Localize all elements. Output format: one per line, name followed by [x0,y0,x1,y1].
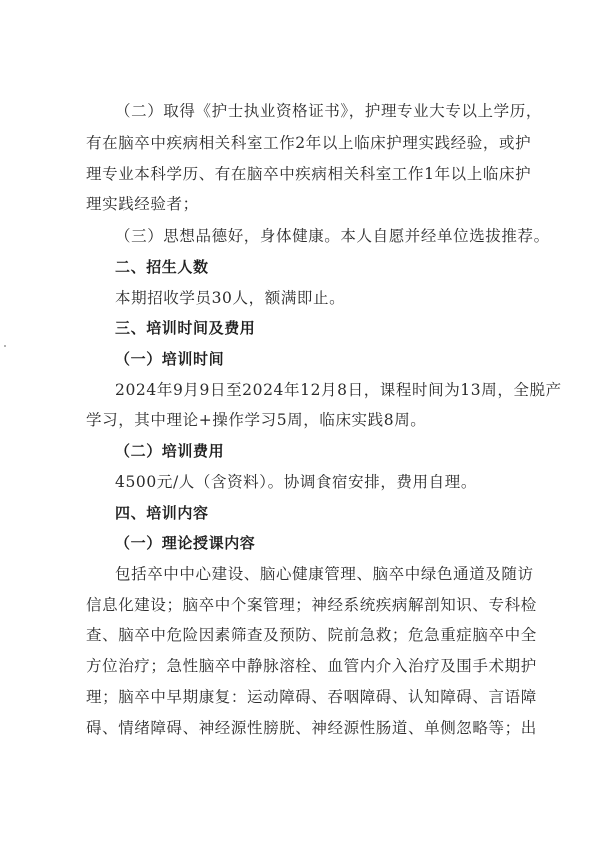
paragraph-line: 查、脑卒中危险因素筛查及预防、院前急救；危急重症脑卒中全 [86,626,537,644]
paragraph-line: 碍、情绪障碍、神经源性膀胱、神经源性肠道、单侧忽略等；出 [86,719,537,737]
paragraph-line: 方位治疗；急性脑卒中静脉溶栓、血管内介入治疗及围手术期护 [86,657,537,675]
paragraph-line: （三）思想品德好，身体健康。本人自愿并经单位选拔推荐。 [115,227,550,245]
paragraph-line: 理实践经验者； [86,195,199,213]
paragraph-line: （二）取得《护士执业资格证书》，护理专业大专以上学历， [115,102,542,120]
subsection-heading: （二）培训费用 [115,442,225,460]
section-heading: 三、培训时间及费用 [115,319,256,337]
section-heading: 四、培训内容 [115,504,209,522]
paragraph-line: 理专业本科学历、有在脑卒中疾病相关科室工作1年以上临床护 [86,165,532,183]
paragraph-line: 信息化建设；脑卒中个案管理；神经系统疾病解剖知识、专科检 [86,596,537,614]
subsection-heading: （一）理论授课内容 [115,534,256,552]
paragraph-line: 学习，其中理论+操作学习5周，临床实践8周。 [86,411,427,429]
paragraph-line: 2024年9月9日至2024年12月8日，课程时间为13周，全脱产 [115,381,562,399]
scan-speck [4,345,6,347]
paragraph-line: 本期招收学员30人，额满即止。 [115,289,346,307]
section-heading: 二、招生人数 [115,258,209,276]
paragraph-line: 理；脑卒中早期康复：运动障碍、吞咽障碍、认知障碍、言语障 [86,688,537,706]
subsection-heading: （一）培训时间 [115,350,225,368]
paragraph-line: 包括卒中中心建设、脑心健康管理、脑卒中绿色通道及随访 [115,565,534,583]
paragraph-line: 有在脑卒中疾病相关科室工作2年以上临床护理实践经验，或护 [86,134,532,152]
paragraph-line: 4500元/人（含资料）。协调食宿安排，费用自理。 [115,473,477,491]
